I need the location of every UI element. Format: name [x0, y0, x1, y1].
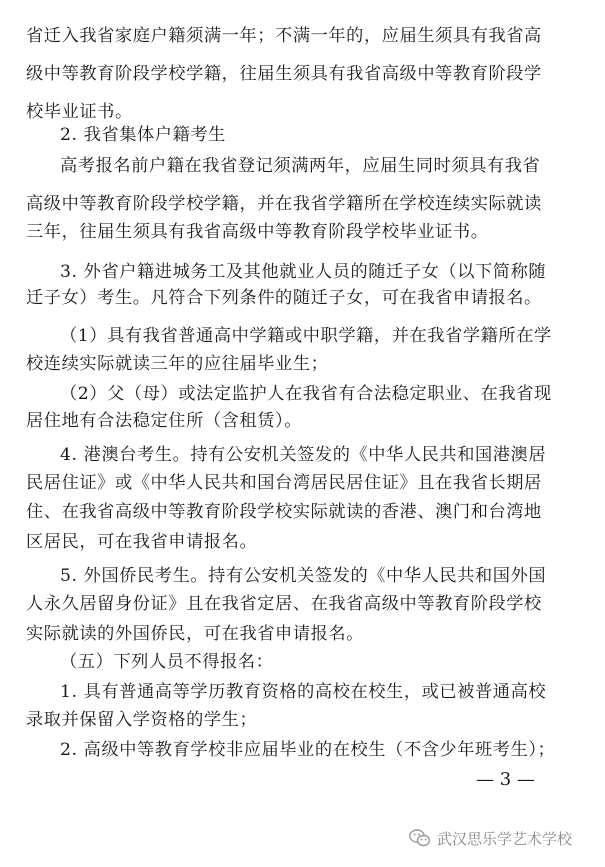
section-heading: 3. 外省户籍进城务工及其他就业人员的随迁子女（以下简称随	[60, 262, 547, 282]
text-line: 校连续实际就读三年的应往届毕业生；	[26, 354, 329, 374]
text-line: 民居住证》或《中华人民共和国台湾居民居住证》且在我省长期居	[26, 473, 542, 493]
section-heading: 4. 港澳台考生。持有公安机关签发的《中华人民共和国港澳居	[60, 445, 547, 465]
text-line: （2）父（母）或法定监护人在我省有合法稳定职业、在我省现	[60, 384, 552, 404]
section-heading: （五）下列人员不得报名：	[60, 652, 274, 672]
text-line: 省迁入我省家庭户籍须满一年；不满一年的，应届生须具有我省高	[26, 26, 542, 46]
text-line: 实际就读的外国侨民，可在我省申请报名。	[26, 624, 364, 644]
watermark-text: 武汉思乐学艺术学校	[437, 829, 573, 848]
text-line: 迁子女）考生。凡符合下列条件的随迁子女，可在我省申请报名。	[26, 288, 542, 308]
text-line: 高考报名前户籍在我省登记须满两年，应届生同时须具有我省	[60, 156, 541, 176]
text-line: 录取并保留入学资格的学生；	[26, 710, 258, 730]
wechat-icon	[408, 826, 432, 850]
section-heading: 5. 外国侨民考生。持有公安机关签发的《中华人民共和国外国	[60, 566, 547, 586]
watermark	[408, 825, 572, 851]
text-line: 人永久居留身份证》且在我省定居、在我省高级中等教育阶段学校	[26, 594, 542, 614]
text-line: 居住地有合法稳定住所（含租赁）。	[26, 411, 303, 431]
section-heading: 2. 我省集体户籍考生	[60, 125, 226, 145]
text-line: 住、在我省高级中等教育阶段学校实际就读的香港、澳门和台湾地	[26, 502, 542, 522]
text-line: 校毕业证书。	[26, 102, 133, 122]
text-line: 级中等教育阶段学校学籍，往届生须具有我省高级中等教育阶段学	[26, 64, 542, 84]
text-line: 1. 具有普通高等学历教育资格的高校在校生，或已被普通高校	[60, 682, 547, 702]
text-line: 2. 高级中等教育学校非应届毕业的在校生（不含少年班考生）；	[60, 740, 556, 760]
text-line: 三年，往届生须具有我省高级中等教育阶段学校毕业证书。	[26, 222, 489, 242]
text-line: 高级中等教育阶段学校学籍，并在我省学籍所在学校连续实际就读	[26, 194, 542, 214]
page-number: — 3 —	[476, 769, 535, 790]
text-line: （1）具有我省普通高中学籍或中职学籍，并在我省学籍所在学	[60, 326, 552, 346]
text-line: 区居民，可在我省申请报名。	[26, 532, 258, 552]
